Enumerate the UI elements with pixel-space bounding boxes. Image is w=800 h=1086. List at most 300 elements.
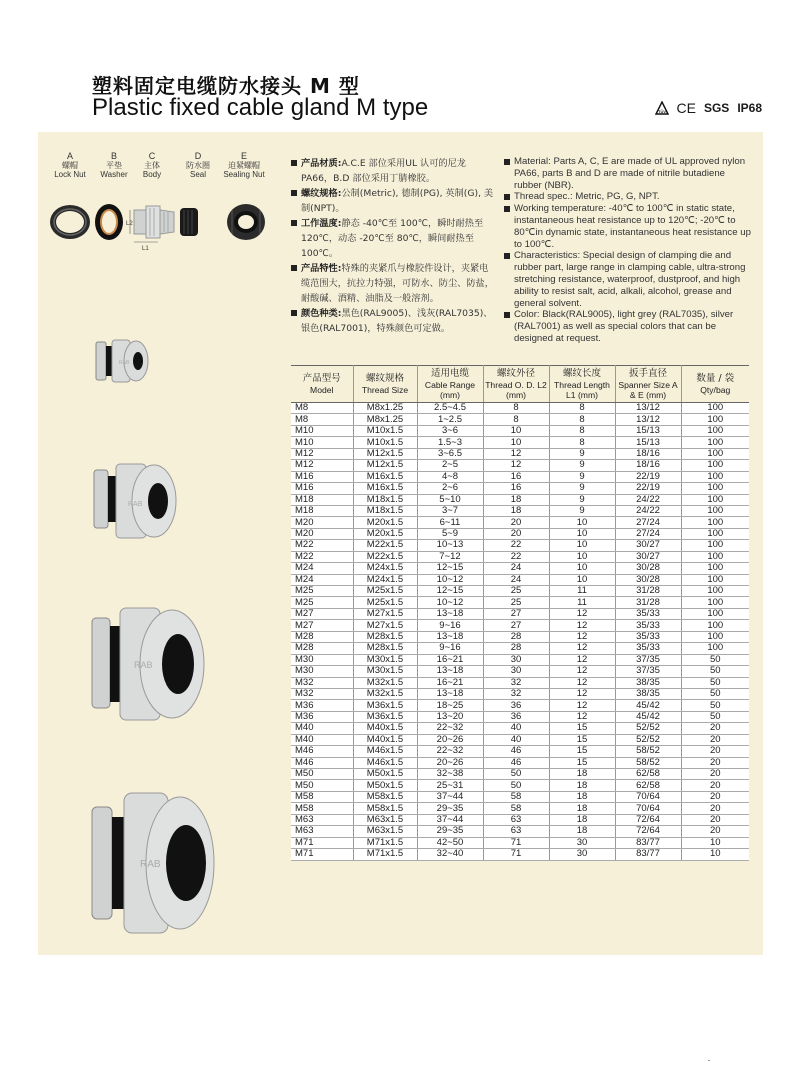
table-cell: M24 xyxy=(291,563,353,574)
table-cell: 18 xyxy=(549,803,615,814)
table-row xyxy=(291,483,749,494)
table-cell: 3~6 xyxy=(417,425,483,436)
table-cell: 12 xyxy=(483,460,549,471)
table-cell: M58 xyxy=(291,791,353,802)
table-cell: 11 xyxy=(549,597,615,608)
table-cell: M10 xyxy=(291,437,353,448)
table-cell: 50 xyxy=(681,700,749,711)
table-cell: 10 xyxy=(681,849,749,860)
table-cell: 100 xyxy=(681,540,749,551)
table-cell: 100 xyxy=(681,403,749,414)
table-cell: M27 xyxy=(291,608,353,619)
table-row xyxy=(291,574,749,585)
table-cell: M46 xyxy=(291,757,353,768)
table-cell: 63 xyxy=(483,814,549,825)
table-cell: 50 xyxy=(681,666,749,677)
table-row xyxy=(291,734,749,745)
table-cell: 15 xyxy=(549,757,615,768)
page-title-en: Plastic fixed cable gland M type xyxy=(92,94,429,121)
table-cell: 15 xyxy=(549,746,615,757)
table-cell: 72/64 xyxy=(615,826,681,837)
table-cell: 35/33 xyxy=(615,631,681,642)
table-cell: 10 xyxy=(549,574,615,585)
table-cell: 2~5 xyxy=(417,460,483,471)
table-row xyxy=(291,494,749,505)
table-row xyxy=(291,666,749,677)
cable-gland-medium-image xyxy=(92,458,182,544)
table-cell: 1~2.5 xyxy=(417,414,483,425)
table-cell: M16 xyxy=(291,471,353,482)
specifications-chinese xyxy=(291,156,496,336)
table-cell: M27x1.5 xyxy=(353,608,417,619)
table-cell: 13~18 xyxy=(417,608,483,619)
table-row xyxy=(291,414,749,425)
table-cell: 10~13 xyxy=(417,540,483,551)
table-cell: M40x1.5 xyxy=(353,723,417,734)
table-cell: M28x1.5 xyxy=(353,631,417,642)
table-body xyxy=(291,403,749,861)
table-cell: 100 xyxy=(681,586,749,597)
table-cell: M24 xyxy=(291,574,353,585)
table-cell: M71 xyxy=(291,837,353,848)
gland-mark-2: RAB xyxy=(128,501,143,508)
table-cell: 10 xyxy=(549,563,615,574)
table-cell: 30 xyxy=(483,654,549,665)
table-cell: 2~6 xyxy=(417,483,483,494)
table-row xyxy=(291,711,749,722)
spec-cn-item: 产品材质:A.C.E 部位采用UL 认可的尼龙PA66，B.D 部位采用丁腈橡胶。 xyxy=(291,156,496,186)
table-cell: 13/12 xyxy=(615,414,681,425)
table-cell: 12~15 xyxy=(417,563,483,574)
table-cell: M30x1.5 xyxy=(353,666,417,677)
table-cell: M46x1.5 xyxy=(353,757,417,768)
table-cell: 9 xyxy=(549,494,615,505)
page-title-cn: 塑料固定电缆防水接头 M 型 xyxy=(92,74,360,98)
table-cell: M71x1.5 xyxy=(353,837,417,848)
table-row xyxy=(291,723,749,734)
table-cell: 12~15 xyxy=(417,586,483,597)
part-washer: B 平垫 Washer xyxy=(100,151,128,179)
spec-en-item: Material: Parts A, C, E are made of UL approved nylon PA66, parts B and D are made of nitrile butadiene rubber (NBR). xyxy=(504,156,754,191)
table-row xyxy=(291,425,749,436)
table-cell: M40x1.5 xyxy=(353,734,417,745)
table-cell: M36 xyxy=(291,700,353,711)
column-header: 螺纹长度 Thread Length L1 (mm) xyxy=(549,366,615,403)
table-row xyxy=(291,757,749,768)
table-cell: 15/13 xyxy=(615,425,681,436)
table-cell: M46x1.5 xyxy=(353,746,417,757)
table-row xyxy=(291,448,749,459)
table-cell: 22/19 xyxy=(615,471,681,482)
table-cell: 100 xyxy=(681,494,749,505)
table-cell: M10x1.5 xyxy=(353,437,417,448)
table-cell: 5~9 xyxy=(417,528,483,539)
spec-en-item: Thread spec.: Metric, PG, G, NPT. xyxy=(504,191,754,203)
table-cell: 3~6.5 xyxy=(417,448,483,459)
table-cell: 18 xyxy=(483,494,549,505)
spec-cn-item: 螺纹规格:公制(Metric), 德制(PG), 英制(G), 美制(NPT)。 xyxy=(291,186,496,216)
ip68-mark: IP68 xyxy=(737,101,762,115)
table-cell: 46 xyxy=(483,746,549,757)
table-cell: M40 xyxy=(291,723,353,734)
table-cell: 58 xyxy=(483,791,549,802)
table-cell: 12 xyxy=(483,448,549,459)
table-row xyxy=(291,528,749,539)
table-cell: 22~32 xyxy=(417,723,483,734)
table-cell: M25 xyxy=(291,597,353,608)
table-cell: 27/24 xyxy=(615,517,681,528)
table-cell: M32x1.5 xyxy=(353,677,417,688)
table-cell: 29~35 xyxy=(417,826,483,837)
table-cell: 24/22 xyxy=(615,494,681,505)
table-cell: M10x1.5 xyxy=(353,425,417,436)
table-cell: 58/52 xyxy=(615,757,681,768)
table-cell: 18~25 xyxy=(417,700,483,711)
table-cell: M50 xyxy=(291,769,353,780)
table-cell: 13~18 xyxy=(417,688,483,699)
table-row xyxy=(291,849,749,860)
table-cell: 10 xyxy=(483,425,549,436)
table-cell: 10 xyxy=(549,540,615,551)
dimension-label-l2: L2 xyxy=(126,221,133,227)
body-image xyxy=(126,206,174,252)
table-cell: 25 xyxy=(483,586,549,597)
table-cell: 20 xyxy=(681,814,749,825)
table-cell: M20 xyxy=(291,517,353,528)
table-cell: 46 xyxy=(483,757,549,768)
table-cell: 6~11 xyxy=(417,517,483,528)
table-cell: 20~26 xyxy=(417,734,483,745)
table-cell: 15/13 xyxy=(615,437,681,448)
table-row xyxy=(291,517,749,528)
table-cell: 52/52 xyxy=(615,723,681,734)
table-cell: 20 xyxy=(681,723,749,734)
part-lock-nut: A 螺帽 Lock Nut xyxy=(54,151,86,179)
table-cell: M30 xyxy=(291,666,353,677)
table-row xyxy=(291,403,749,414)
table-row xyxy=(291,769,749,780)
table-cell: 37~44 xyxy=(417,791,483,802)
spec-en-item: Working temperature: -40℃ to 100℃ in static state, instantaneous heat resistance up to 120℃; -20℃ to 80℃in dynamic state, instantaneous heat resistance up to 100℃. xyxy=(504,203,754,250)
specifications-english xyxy=(504,156,754,345)
table-cell: 52/52 xyxy=(615,734,681,745)
table-cell: 12 xyxy=(549,700,615,711)
table-cell: M27 xyxy=(291,620,353,631)
table-cell: 100 xyxy=(681,460,749,471)
table-cell: 30/28 xyxy=(615,574,681,585)
table-cell: 24/22 xyxy=(615,505,681,516)
ce-mark: CE xyxy=(676,100,696,116)
table-cell: M63 xyxy=(291,814,353,825)
table-cell: 100 xyxy=(681,608,749,619)
column-header: 数量 / 袋 Qty/bag xyxy=(681,366,749,403)
table-cell: M30 xyxy=(291,654,353,665)
table-row xyxy=(291,677,749,688)
table-cell: M12x1.5 xyxy=(353,448,417,459)
table-cell: 70/64 xyxy=(615,791,681,802)
table-cell: 30 xyxy=(483,666,549,677)
table-cell: M12x1.5 xyxy=(353,460,417,471)
table-cell: M36 xyxy=(291,711,353,722)
table-row xyxy=(291,597,749,608)
table-cell: 32 xyxy=(483,677,549,688)
table-cell: 18 xyxy=(549,826,615,837)
table-cell: M18 xyxy=(291,494,353,505)
table-cell: 8 xyxy=(549,437,615,448)
table-cell: 13/12 xyxy=(615,403,681,414)
table-cell: 18 xyxy=(483,505,549,516)
table-cell: 12 xyxy=(549,677,615,688)
table-cell: M16x1.5 xyxy=(353,483,417,494)
product-panel xyxy=(38,132,763,955)
table-cell: 9 xyxy=(549,505,615,516)
table-cell: 32 xyxy=(483,688,549,699)
table-cell: 18/16 xyxy=(615,448,681,459)
table-cell: 16~21 xyxy=(417,654,483,665)
table-cell: 40 xyxy=(483,734,549,745)
table-cell: 71 xyxy=(483,849,549,860)
table-cell: M63x1.5 xyxy=(353,826,417,837)
table-cell: 11 xyxy=(549,586,615,597)
table-cell: M22 xyxy=(291,540,353,551)
table-cell: 13~20 xyxy=(417,711,483,722)
table-cell: 62/58 xyxy=(615,769,681,780)
sealing-nut-image xyxy=(227,204,265,240)
table-cell: M18x1.5 xyxy=(353,494,417,505)
table-cell: 12 xyxy=(549,620,615,631)
sgs-mark: SGS xyxy=(703,101,730,115)
table-cell: 12 xyxy=(549,631,615,642)
table-cell: 50 xyxy=(483,769,549,780)
table-row xyxy=(291,837,749,848)
table-cell: 18/16 xyxy=(615,460,681,471)
gland-mark-3: RAB xyxy=(134,660,153,670)
cable-gland-large-image xyxy=(90,602,210,726)
table-cell: M28 xyxy=(291,643,353,654)
column-header: 产品型号 Model xyxy=(291,366,353,403)
table-cell: 28 xyxy=(483,631,549,642)
table-cell: 9 xyxy=(549,448,615,459)
table-cell: 10 xyxy=(549,551,615,562)
spec-cn-item: 产品特性:特殊的夹紧爪与橡胶件设计，夹紧电缆范围大，抗拉力特强，可防水、防尘、防盐，耐酸碱、酒精、油脂及一般溶剂。 xyxy=(291,261,496,306)
table-cell: 100 xyxy=(681,551,749,562)
table-cell: 38/35 xyxy=(615,677,681,688)
table-cell: 9 xyxy=(549,460,615,471)
table-row xyxy=(291,746,749,757)
table-cell: M71x1.5 xyxy=(353,849,417,860)
table-cell: M58 xyxy=(291,803,353,814)
table-cell: 31/28 xyxy=(615,586,681,597)
table-cell: 22~32 xyxy=(417,746,483,757)
table-cell: M50x1.5 xyxy=(353,780,417,791)
table-cell: 8 xyxy=(483,403,549,414)
table-cell: M20x1.5 xyxy=(353,517,417,528)
table-cell: 2.5~4.5 xyxy=(417,403,483,414)
table-cell: 42~50 xyxy=(417,837,483,848)
table-cell: M18x1.5 xyxy=(353,505,417,516)
table-row xyxy=(291,700,749,711)
table-cell: 36 xyxy=(483,711,549,722)
table-cell: 20 xyxy=(681,780,749,791)
table-cell: M46 xyxy=(291,746,353,757)
table-cell: 37/35 xyxy=(615,654,681,665)
table-row xyxy=(291,643,749,654)
table-cell: M36x1.5 xyxy=(353,711,417,722)
table-cell: 36 xyxy=(483,700,549,711)
table-cell: M36x1.5 xyxy=(353,700,417,711)
table-row xyxy=(291,437,749,448)
table-cell: M8x1.25 xyxy=(353,414,417,425)
table-cell: 20 xyxy=(681,803,749,814)
table-cell: 83/77 xyxy=(615,837,681,848)
table-row xyxy=(291,688,749,699)
table-cell: M50 xyxy=(291,780,353,791)
cable-gland-xlarge-image xyxy=(90,787,216,939)
table-cell: 22 xyxy=(483,551,549,562)
table-cell: 100 xyxy=(681,437,749,448)
table-row xyxy=(291,551,749,562)
table-row xyxy=(291,791,749,802)
table-cell: 45/42 xyxy=(615,711,681,722)
table-cell: 15 xyxy=(549,734,615,745)
table-cell: M16 xyxy=(291,483,353,494)
table-cell: M8 xyxy=(291,414,353,425)
table-cell: 50 xyxy=(681,654,749,665)
table-cell: M30x1.5 xyxy=(353,654,417,665)
table-cell: 20 xyxy=(483,517,549,528)
table-cell: M16x1.5 xyxy=(353,471,417,482)
table-cell: 18 xyxy=(549,780,615,791)
table-cell: 20~26 xyxy=(417,757,483,768)
table-cell: 10 xyxy=(483,437,549,448)
table-cell: 7~12 xyxy=(417,551,483,562)
table-cell: 8 xyxy=(549,403,615,414)
table-cell: M32x1.5 xyxy=(353,688,417,699)
table-cell: M25x1.5 xyxy=(353,597,417,608)
table-cell: 18 xyxy=(549,814,615,825)
table-cell: 100 xyxy=(681,574,749,585)
table-cell: 32~38 xyxy=(417,769,483,780)
table-cell: 20 xyxy=(681,734,749,745)
table-cell: 58 xyxy=(483,803,549,814)
table-row xyxy=(291,505,749,516)
table-cell: 9~16 xyxy=(417,643,483,654)
table-cell: 30 xyxy=(549,837,615,848)
spec-cn-item: 颜色种类:黑色(RAL9005)、浅灰(RAL7035)、银色(RAL7001)，特殊颜色可定做。 xyxy=(291,306,496,336)
table-cell: 100 xyxy=(681,414,749,425)
table-cell: M63 xyxy=(291,826,353,837)
table-row xyxy=(291,826,749,837)
table-cell: 3~7 xyxy=(417,505,483,516)
table-cell: 30/27 xyxy=(615,551,681,562)
table-cell: M25 xyxy=(291,586,353,597)
table-cell: 30 xyxy=(549,849,615,860)
table-cell: 100 xyxy=(681,563,749,574)
table-cell: 71 xyxy=(483,837,549,848)
table-cell: 100 xyxy=(681,425,749,436)
gland-mark-4: RAB xyxy=(140,859,161,870)
table-cell: 18 xyxy=(549,791,615,802)
table-row xyxy=(291,540,749,551)
table-cell: 38/35 xyxy=(615,688,681,699)
table-header-row xyxy=(291,366,749,403)
table-cell: 37~44 xyxy=(417,814,483,825)
table-cell: 31/28 xyxy=(615,597,681,608)
table-cell: 20 xyxy=(681,746,749,757)
table-cell: 37/35 xyxy=(615,666,681,677)
column-header: 扳手直径 Spanner Size A & E (mm) xyxy=(615,366,681,403)
table-cell: 100 xyxy=(681,483,749,494)
table-cell: 1.5~3 xyxy=(417,437,483,448)
table-cell: M27x1.5 xyxy=(353,620,417,631)
table-cell: 10 xyxy=(549,528,615,539)
table-row xyxy=(291,471,749,482)
table-cell: 22 xyxy=(483,540,549,551)
table-cell: M24x1.5 xyxy=(353,574,417,585)
table-cell: 30/28 xyxy=(615,563,681,574)
table-cell: 100 xyxy=(681,448,749,459)
tuv-label: TÜV xyxy=(657,109,666,114)
spec-en-item: Color: Black(RAL9005), light grey (RAL7035), silver (RAL7001) as well as special colors that can be designed at request. xyxy=(504,309,754,344)
table-cell: 30/27 xyxy=(615,540,681,551)
table-cell: M32 xyxy=(291,677,353,688)
table-cell: 25 xyxy=(483,597,549,608)
table-cell: 18 xyxy=(549,769,615,780)
table-cell: 20 xyxy=(681,791,749,802)
table-cell: M12 xyxy=(291,460,353,471)
spec-en-item: Characteristics: Special design of clamping die and rubber part, large range in clamping cable, ultra-strong stretching resistance, waterproof, dustproof, and high ability to resist salt, acid, alkali, alcohol, grease and general solvent. xyxy=(504,250,754,309)
table-cell: 50 xyxy=(681,711,749,722)
table-cell: M25x1.5 xyxy=(353,586,417,597)
table-cell: 12 xyxy=(549,666,615,677)
table-cell: 27 xyxy=(483,620,549,631)
table-cell: 8 xyxy=(549,425,615,436)
table-row xyxy=(291,620,749,631)
table-cell: 100 xyxy=(681,505,749,516)
table-cell: 9 xyxy=(549,471,615,482)
table-cell: M40 xyxy=(291,734,353,745)
table-cell: 62/58 xyxy=(615,780,681,791)
table-cell: 63 xyxy=(483,826,549,837)
table-row xyxy=(291,563,749,574)
table-cell: 16 xyxy=(483,471,549,482)
table-cell: 4~8 xyxy=(417,471,483,482)
table-cell: 100 xyxy=(681,597,749,608)
table-cell: M58x1.5 xyxy=(353,791,417,802)
dimension-label-l1: L1 xyxy=(142,246,149,252)
table-cell: 13~18 xyxy=(417,631,483,642)
table-cell: 100 xyxy=(681,471,749,482)
tuv-triangle-icon xyxy=(655,101,669,115)
part-body: C 主体 Body xyxy=(142,151,162,179)
table-cell: M8x1.25 xyxy=(353,403,417,414)
table-cell: 50 xyxy=(483,780,549,791)
lock-nut-image xyxy=(50,205,90,239)
table-cell: M22x1.5 xyxy=(353,540,417,551)
table-cell: 100 xyxy=(681,643,749,654)
table-cell: 22/19 xyxy=(615,483,681,494)
table-cell: 32~40 xyxy=(417,849,483,860)
table-cell: 9 xyxy=(549,483,615,494)
washer-image xyxy=(95,204,123,240)
table-row xyxy=(291,814,749,825)
table-row xyxy=(291,654,749,665)
table-cell: M18 xyxy=(291,505,353,516)
table-cell: M28x1.5 xyxy=(353,643,417,654)
table-cell: 20 xyxy=(681,757,749,768)
table-cell: 20 xyxy=(483,528,549,539)
table-cell: M20x1.5 xyxy=(353,528,417,539)
